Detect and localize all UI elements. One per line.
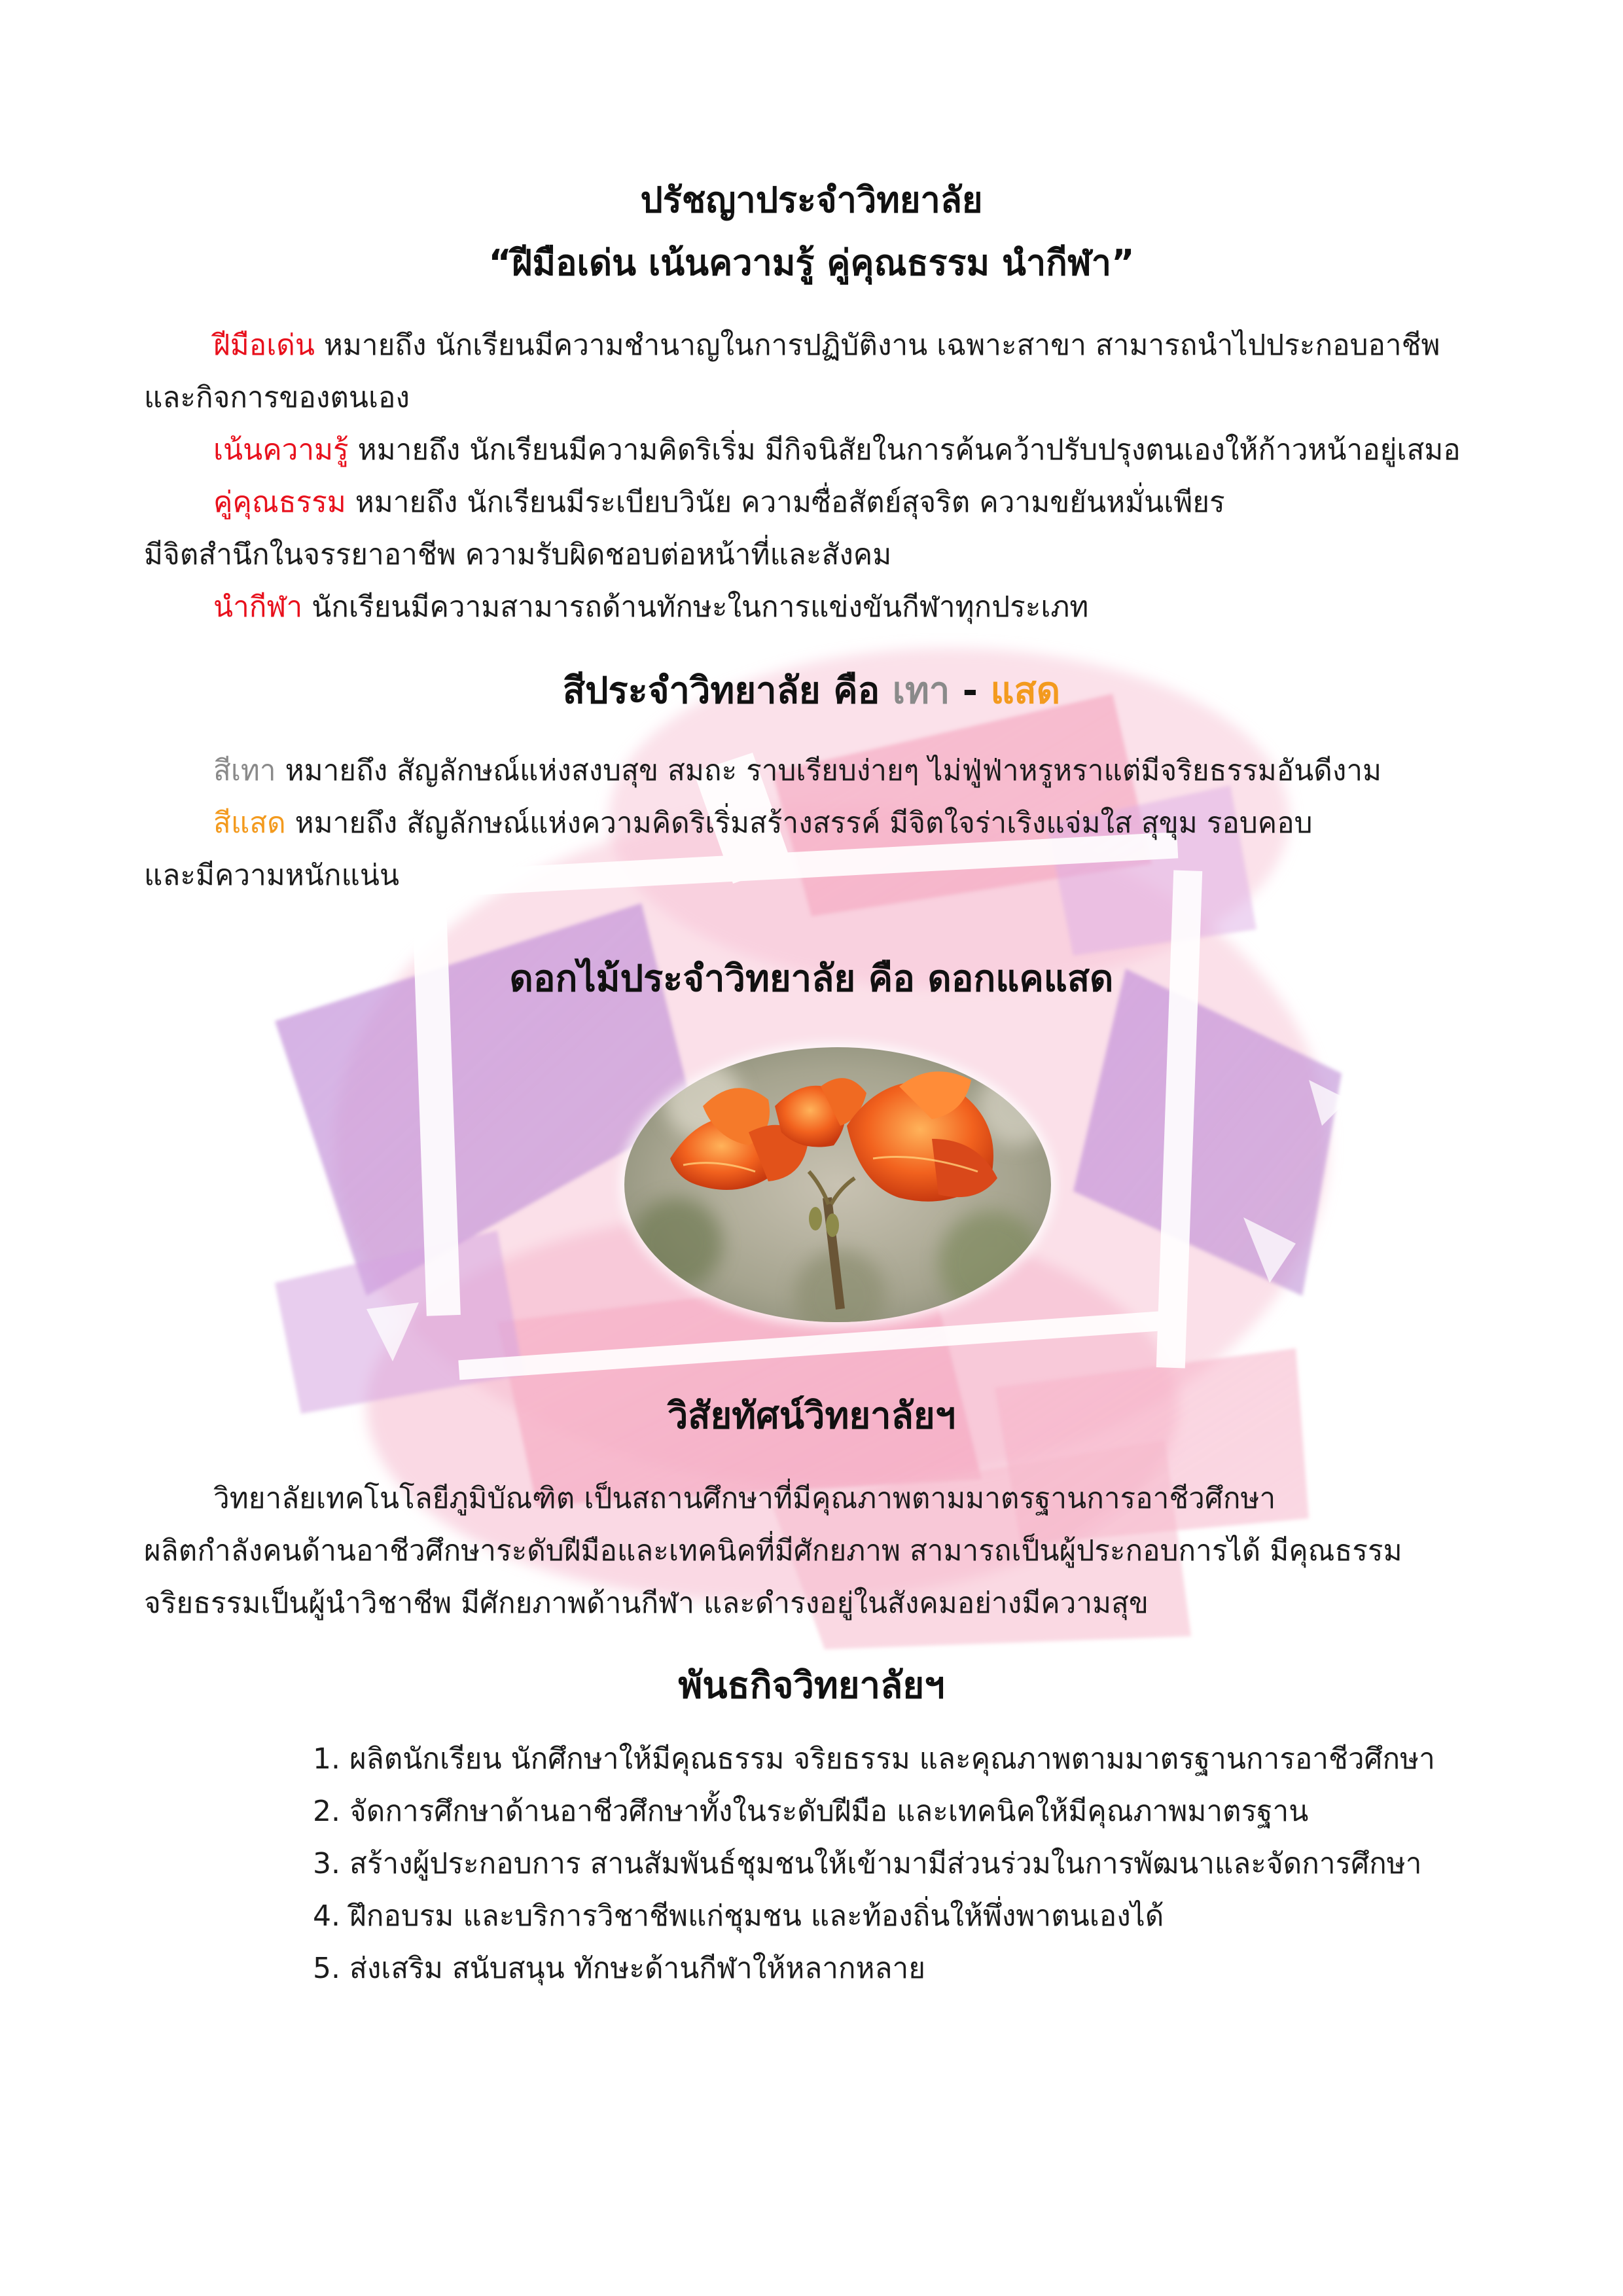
color-separator: -	[950, 670, 991, 712]
term-fimue-den: ฝีมือเด่น	[213, 329, 315, 362]
flower-photo	[624, 1047, 1051, 1322]
color-orange-word: แสด	[990, 670, 1061, 712]
vision-line-1: วิทยาลัยเทคโนโลยีภูมิบัณฑิต เป็นสถานศึกษาที่มีคุณภาพตามมาตรฐานการอาชีวศึกษา	[213, 1482, 1276, 1515]
philosophy-item-1	[213, 319, 1440, 372]
mission-item-5: 5. ส่งเสริม สนับสนุน ทักษะด้านกีฬาให้หลากหลาย	[313, 1952, 926, 1985]
color-gray-line	[213, 745, 1382, 797]
item-3-line1: หมายถึง นักเรียนมีระเบียบวินัย ความซื่อสัตย์สุจริต ความขยันหมั่นเพียร	[346, 486, 1225, 519]
item-4-line1: นักเรียนมีความสามารถด้านทักษะในการแข่งขันกีฬาทุกประเภท	[302, 590, 1089, 624]
philosophy-item-3	[213, 476, 1225, 529]
item-2-line1: หมายถึง นักเรียนมีความคิดริเริ่ม มีกิจนิสัยในการค้นคว้าปรับปรุงตนเองให้ก้าวหน้าอยู่เสมอ	[348, 433, 1461, 467]
flower-heading: ดอกไม้ประจำวิทยาลัย คือ ดอกแคแสด	[509, 958, 1114, 1000]
mission-item-2: 2. จัดการศึกษาด้านอาชีวศึกษาทั้งในระดับฝีมือ และเทคนิคให้มีคุณภาพมาตรฐาน	[313, 1795, 1309, 1828]
philosophy-item-2	[213, 424, 1461, 476]
african-tulip-flower-image	[624, 1047, 1051, 1322]
color-orange-line	[213, 797, 1313, 850]
orange-desc-line2: และมีความหนักแน่น	[144, 859, 400, 892]
item-1-line2: และกิจการของตนเอง	[144, 381, 410, 414]
colors-heading-prefix: สีประจำวิทยาลัย คือ	[562, 670, 893, 712]
philosophy-item-4	[213, 581, 1088, 634]
vision-line-3: จริยธรรมเป็นผู้นำวิชาชีพ มีศักยภาพด้านกีฬา และดำรงอยู่ในสังคมอย่างมีความสุข	[144, 1587, 1149, 1620]
philosophy-heading: ปรัชญาประจำวิทยาลัย	[640, 179, 983, 221]
orange-desc-line1: หมายถึง สัญลักษณ์แห่งความคิดริเริ่มสร้างสรรค์ มีจิตใจร่าเริงแจ่มใส สุขุม รอบคอบ	[285, 806, 1313, 840]
vision-heading: วิสัยทัศน์วิทยาลัยฯ	[667, 1395, 956, 1437]
item-3-line2: มีจิตสำนึกในจรรยาอาชีพ ความรับผิดชอบต่อหน้าที่และสังคม	[144, 538, 892, 571]
term-orange: สีแสด	[213, 806, 286, 840]
colors-heading	[0, 661, 1623, 719]
mission-heading: พันธกิจวิทยาลัยฯ	[678, 1664, 945, 1707]
term-khu-khunnatham: คู่คุณธรรม	[213, 486, 346, 519]
color-gray-word: เทา	[892, 670, 950, 712]
term-nam-kila: นำกีฬา	[213, 590, 303, 624]
term-nen-khwamru: เน้นความรู้	[213, 433, 349, 467]
mission-item-4: 4. ฝึกอบรม และบริการวิชาชีพแก่ชุมชน และท้องถิ่นให้พึ่งพาตนเองได้	[313, 1899, 1164, 1933]
mission-item-3: 3. สร้างผู้ประกอบการ สานสัมพันธ์ชุมชนให้เข้ามามีส่วนร่วมในการพัฒนาและจัดการศึกษา	[313, 1847, 1422, 1880]
gray-desc: หมายถึง สัญลักษณ์แห่งสงบสุข สมถะ ราบเรียบง่ายๆ ไม่ฟู่ฟ่าหรูหราแต่มีจริยธรรมอันดีงาม	[276, 754, 1382, 787]
mission-item-1: 1. ผลิตนักเรียน นักศึกษาให้มีคุณธรรม จริยธรรม และคุณภาพตามมาตรฐานการอาชีวศึกษา	[313, 1742, 1435, 1776]
term-gray: สีเทา	[213, 754, 276, 787]
vision-line-2: ผลิตกำลังคนด้านอาชีวศึกษาระดับฝีมือและเทคนิคที่มีศักยภาพ สามารถเป็นผู้ประกอบการได้ มีคุณธรรม	[144, 1534, 1402, 1568]
item-1-line1: หมายถึง นักเรียนมีความชำนาญในการปฏิบัติงาน เฉพาะสาขา สามารถนำไปประกอบอาชีพ	[314, 329, 1440, 362]
motto: “ฝีมือเด่น เน้นความรู้ คู่คุณธรรม นำกีฬา”	[488, 242, 1135, 283]
